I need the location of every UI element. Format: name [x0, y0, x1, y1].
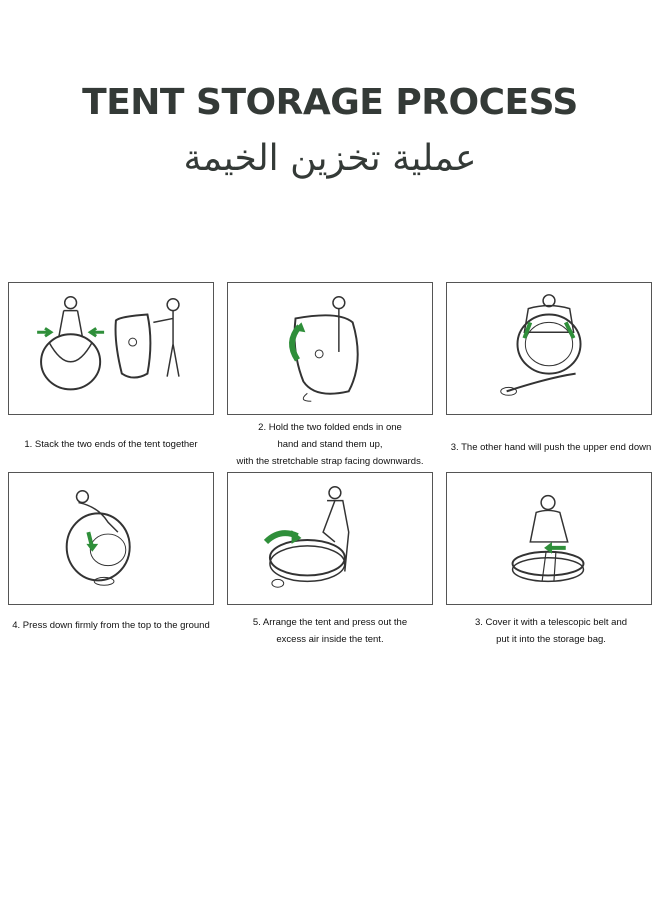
step-6-caption-line-2: put it into the storage bag.	[496, 634, 606, 645]
page-subtitle-arabic: عملية تخزين الخيمة	[183, 138, 477, 179]
step-2-caption-line-3: with the stretchable strap facing downwards.	[236, 456, 424, 467]
tent-press-air-illustration	[228, 473, 432, 604]
step-5-caption-line-2: excess air inside the tent.	[276, 634, 384, 645]
step-3-caption	[444, 439, 658, 456]
step-4-caption	[4, 617, 218, 634]
step-4-illustration	[8, 472, 214, 605]
step-5-caption-line-1: 5. Arrange the tent and press out the	[252, 617, 408, 628]
step-5-caption	[220, 614, 440, 648]
step-2-caption-line-1: 2. Hold the two folded ends in one	[258, 422, 402, 433]
step-1-caption	[6, 436, 216, 453]
step-6-caption	[444, 614, 658, 648]
tent-cover-belt-illustration	[447, 473, 651, 604]
step-5-illustration	[227, 472, 433, 605]
tent-push-down-illustration	[447, 283, 651, 414]
step-2-caption	[220, 419, 440, 470]
step-3-caption-line: 3. The other hand will push the upper end down	[450, 442, 652, 453]
tent-hold-ends-illustration	[228, 283, 432, 414]
tent-press-ground-illustration	[9, 473, 213, 604]
step-2-illustration	[227, 282, 433, 415]
step-2-caption-line-2: hand and stand them up,	[277, 439, 383, 450]
page-title: TENT STORAGE PROCESS	[82, 82, 578, 123]
step-6-illustration	[446, 472, 652, 605]
tent-stack-ends-illustration	[9, 283, 213, 414]
step-1-illustration	[8, 282, 214, 415]
step-4-caption-line: 4. Press down firmly from the top to the ground	[12, 620, 210, 631]
step-6-caption-line-1: 3. Cover it with a telescopic belt and	[474, 617, 628, 628]
step-3-illustration	[446, 282, 652, 415]
step-1-caption-line: 1. Stack the two ends of the tent together	[24, 439, 198, 450]
